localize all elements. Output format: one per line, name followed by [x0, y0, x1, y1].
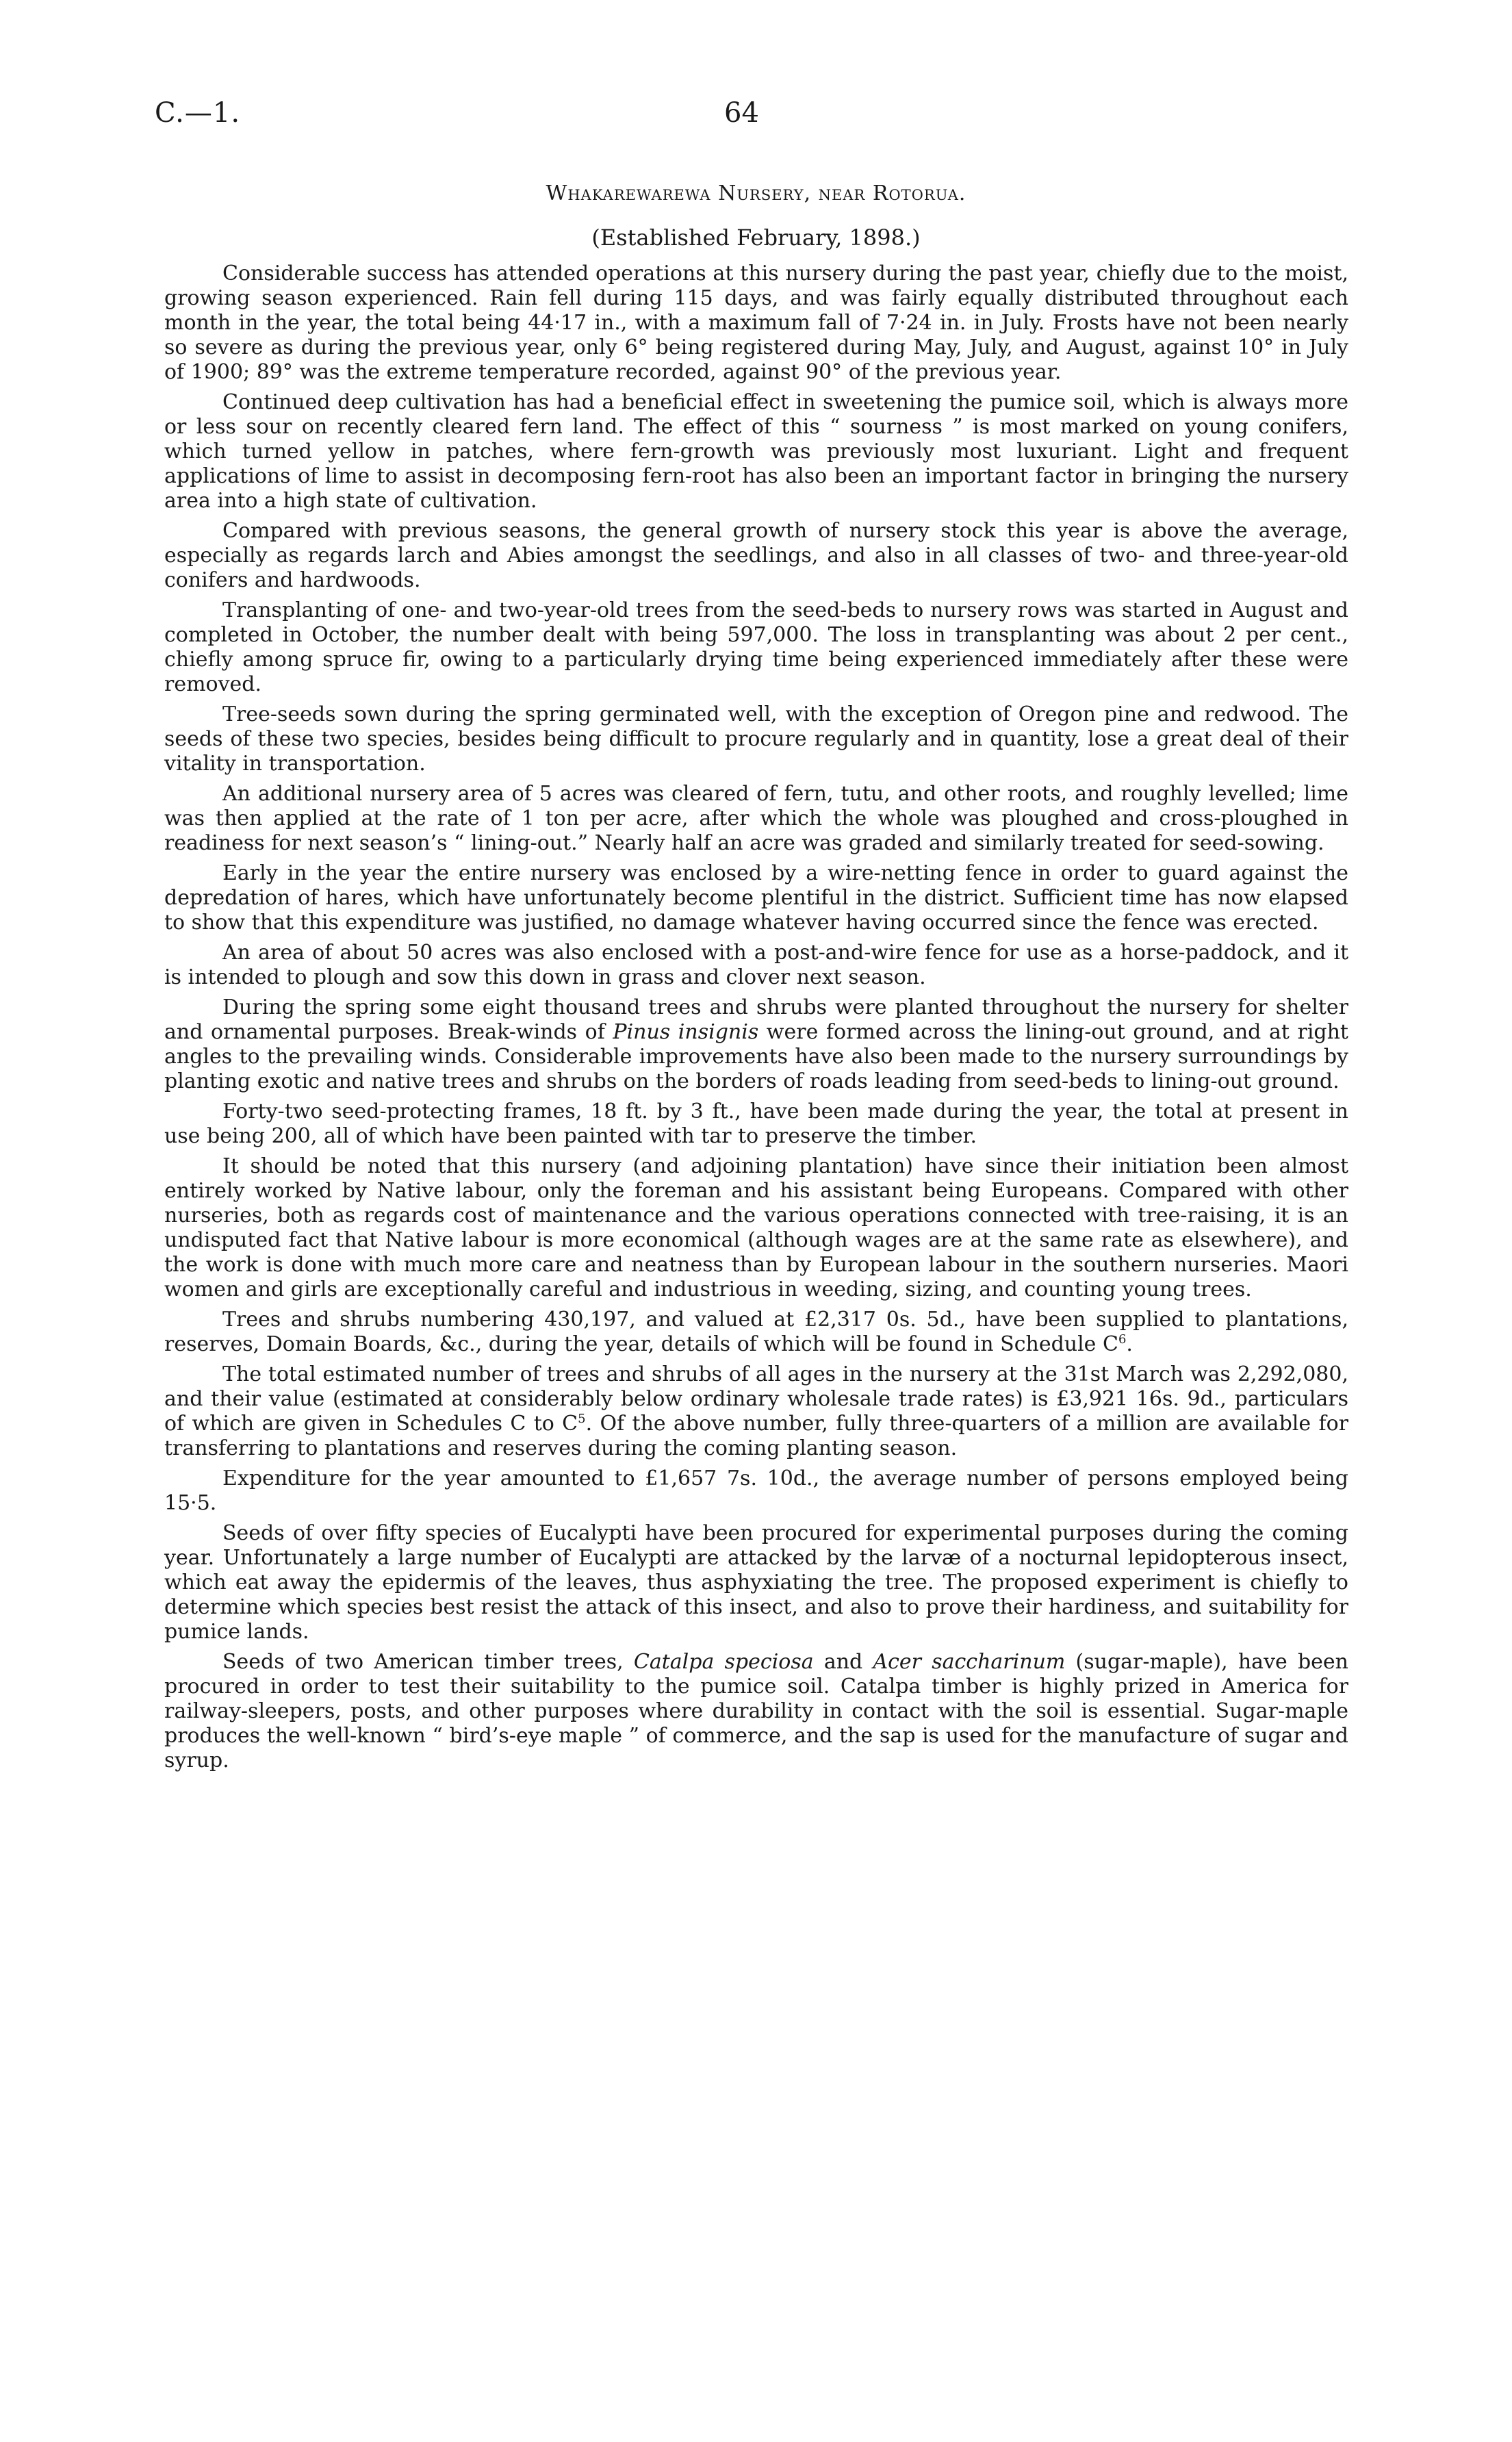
- text-span: (sugar-maple), have been procured in order to test their suitability to the pumice soil. Catalpa timber is highly prized in America for railway-sleepers, posts, and other purposes where durability in contact with the soil is essential. Sugar-maple produces the well-known “ bird’s-eye maple ” of commerce, and the sap is used for the manufacture of sugar and syrup.: [164, 1650, 1348, 1772]
- paragraph-growth: Compared with previous seasons, the general growth of nursery stock this year is above the average, especially as regards larch and Abies amongst the seedlings, and also in all classes of two- and three-year-old conifers and hardwoods.: [164, 519, 1348, 592]
- paragraph-supplied-trees: [164, 1308, 1348, 1357]
- paragraph-rainfall: Considerable success has attended operations at this nursery during the past year, chiefly due to the moist, growing season experienced. Rain fell during 115 days, and was fairly equally distributed throughout each month in the year, the total being 44·17 in., with a maximum fall of 7·24 in. in July. Frosts have not been nearly so severe as during the previous year, only 6° being registered during May, July, and August, against 10° in July of 1900; 89° was the extreme temperature recorded, against 90° of the previous year.: [164, 262, 1348, 384]
- paragraph-transplanting: Transplanting of one- and two-year-old trees from the seed-beds to nursery rows was started in August and completed in October, the number dealt with being 597,000. The loss in transplanting was about 2 per cent., chiefly among spruce fir, owing to a particularly drying time being experienced immediately after these were removed.: [164, 598, 1348, 696]
- page-number: 64: [724, 97, 759, 129]
- paragraph-eucalypti: Seeds of over fifty species of Eucalypti have been procured for experimental purposes during the coming year. Unfortunately a large number of Eucalypti are attacked by the larvæ of a nocturnal lepidopterous insect, which eat away the epidermis of the leaves, thus asphyxiating the tree. The proposed experiment is chiefly to determine which species best resist the attack of this insect, and also to prove their hardiness, and suitability for pumice lands.: [164, 1521, 1348, 1644]
- paragraph-cultivation: Continued deep cultivation has had a beneficial effect in sweetening the pumice soil, which is always more or less sour on recently cleared fern land. The effect of this “ sourness ” is most marked on young conifers, which turned yellow in patches, where fern-growth was previously most luxuriant. Light and frequent applications of lime to assist in decomposing fern-root has also been an important factor in bringing the nursery area into a high state of cultivation.: [164, 390, 1348, 513]
- paragraph-expenditure: Expenditure for the year amounted to £1,657 7s. 10d., the average number of persons employed being 15·5.: [164, 1466, 1348, 1515]
- paragraph-fence: Early in the year the entire nursery was enclosed by a wire-netting fence in order to guard against the depredation of hares, which have unfortunately become plentiful in the district. Sufficient time has now elapsed to show that this expenditure was justified, no damage whatever having occurred since the fence was erected.: [164, 861, 1348, 934]
- species-name: Pinus insignis: [613, 1020, 759, 1044]
- text-span: Trees and shrubs numbering 430,197, and valued at £2,317 0s. 5d., have been supplied to plantations, reserves, Domain Boards, &c., during the year, details of which will be found in Schedule C: [164, 1308, 1348, 1356]
- paragraph-seed-frames: Forty-two seed-protecting frames, 18 ft. by 3 ft., have been made during the year, the total at present in use being 200, all of which have been painted with tar to preserve the timber.: [164, 1099, 1348, 1148]
- species-name: Catalpa speciosa: [633, 1650, 814, 1674]
- paragraph-horse-paddock: An area of about 50 acres was also enclosed with a post-and-wire fence for use as a horse-paddock, and it is intended to plough and sow this down in grass and clover next season.: [164, 941, 1348, 989]
- text-span: The total estimated number of trees and shrubs of all ages in the nursery at the 31st March was 2,292,080, and their value (estimated at considerably below ordinary wholesale trade rates) is £3,921 16s. 9d., particulars of which are given in Schedules C to C: [164, 1362, 1348, 1436]
- text-span: Seeds of two American timber trees,: [222, 1650, 634, 1674]
- species-name: Acer saccharinum: [873, 1650, 1066, 1674]
- text-span: .: [1126, 1332, 1133, 1356]
- paragraph-additional-area: An additional nursery area of 5 acres was cleared of fern, tutu, and other roots, and roughly levelled; lime was then applied at the rate of 1 ton per acre, after which the whole was ploughed and cross-ploughed in readiness for next season’s “ lining-out.” Nearly half an acre was graded and similarly treated for seed-sowing.: [164, 782, 1348, 855]
- text-span: During the spring some eight thousand trees and shrubs were planted throughout the nursery for shelter and ornamental purposes. Break-winds of: [164, 995, 1348, 1044]
- superscript: 5: [578, 1412, 586, 1426]
- body-text: [164, 262, 1348, 1779]
- section-title: Whakarewarewa Nursery, near Rotorua.: [546, 181, 966, 205]
- paragraph-american-timber: [164, 1650, 1348, 1773]
- text-span: and: [813, 1650, 873, 1674]
- paragraph-tree-seeds: Tree-seeds sown during the spring germinated well, with the exception of Oregon pine and redwood. The seeds of these two species, besides being difficult to procure regularly and in quantity, lose a great deal of their vitality in transportation.: [164, 702, 1348, 776]
- superscript: 6: [1118, 1332, 1127, 1347]
- paragraph-total-stock: [164, 1362, 1348, 1461]
- text-span: . Of the above number, fully three-quarters of a million are available for transferring to plantations and reserves during the coming planting season.: [164, 1412, 1348, 1460]
- established-date: (Established February, 1898.): [591, 225, 921, 251]
- paragraph-native-labour: It should be noted that this nursery (and adjoining plantation) have since their initiation been almost entirely worked by Native labour, only the foreman and his assistant being Europeans. Compared with other nurseries, both as regards cost of maintenance and the various operations connected with tree-raising, it is an undisputed fact that Native labour is more economical (although wages are at the same rate as elsewhere), and the work is done with much more care and neatness than by European labour in the southern nurseries. Maori women and girls are exceptionally careful and industrious in weeding, sizing, and counting young trees.: [164, 1154, 1348, 1301]
- text-span: were formed across the lining-out ground, and at right angles to the prevailing winds. Considerable improvements have also been made to the nursery surroundings by planting exotic and native trees and shrubs on the borders of roads leading from seed-beds to lining-out ground.: [164, 1020, 1348, 1093]
- paragraph-shelter-planting: [164, 995, 1348, 1094]
- running-head: C.—1.: [155, 97, 241, 129]
